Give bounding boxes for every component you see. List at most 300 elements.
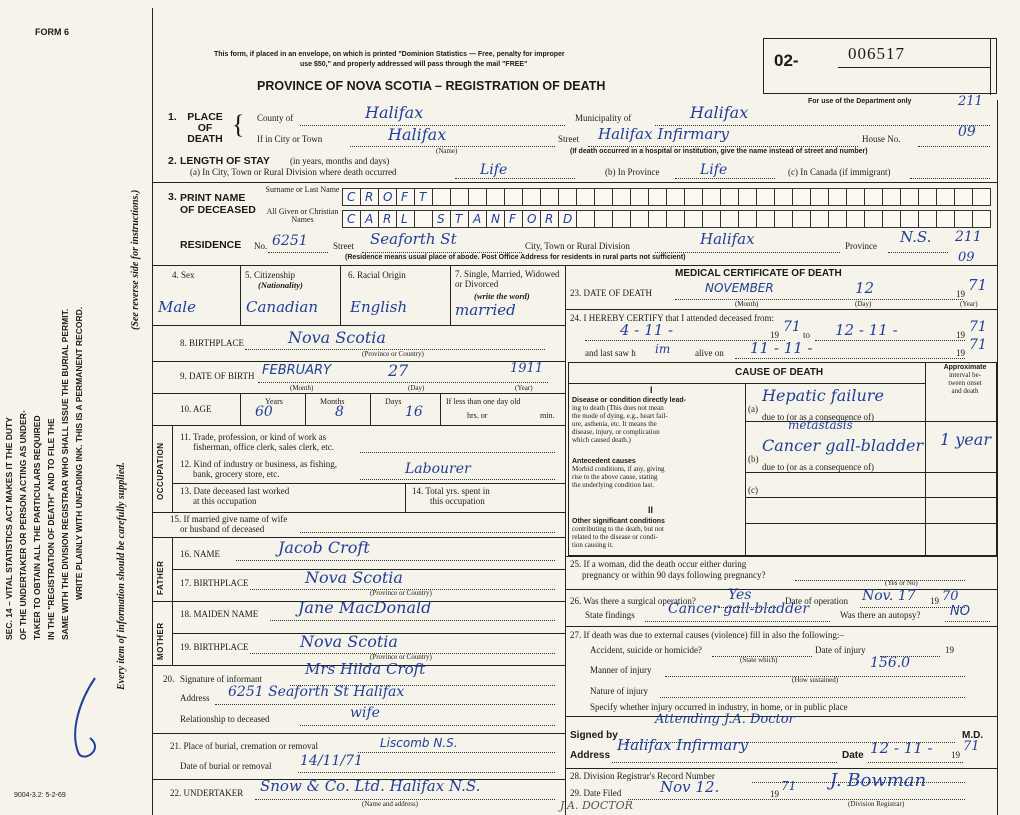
operation-value: Yes xyxy=(728,587,752,603)
informant-address: 6251 Seaforth St Halifax xyxy=(228,684,405,700)
name-letter-box xyxy=(684,188,703,206)
name-letter-box xyxy=(648,210,667,228)
name-letter-box xyxy=(900,188,919,206)
name-letter-box xyxy=(864,210,883,228)
months-value: 8 xyxy=(335,404,344,420)
interval-label-3: tween onset xyxy=(948,379,982,387)
name-letter-box xyxy=(468,210,487,228)
dob-year: 1911 xyxy=(510,361,544,376)
length-of-stay-sub: (in years, months and days) xyxy=(290,156,390,166)
findings-value: Cancer gall-bladder xyxy=(668,601,810,617)
last-seen-year: 71 xyxy=(969,337,987,353)
street-label: Street xyxy=(558,134,579,144)
father-name-label: 16. NAME xyxy=(180,549,220,559)
disease-label-1: Disease or condition directly lead- xyxy=(572,397,686,404)
injury-date-label: Date of injury xyxy=(815,645,866,655)
name-letter-box xyxy=(450,210,469,228)
operation-year: 70 xyxy=(942,589,959,604)
stay-a-value: Life xyxy=(480,162,508,178)
stay-b-label: (b) In Province xyxy=(605,167,660,177)
stay-a-label: (a) In City, Town or Rural Division where death occurred xyxy=(190,167,397,177)
burial-place: Liscomb N.S. xyxy=(380,736,458,750)
name-letter-box xyxy=(414,210,433,228)
side-text-7: Every item of information should be carefully supplied. xyxy=(116,462,127,690)
mail-notice: This form, if placed in an envelope, on which is printed "Dominion Statistics — Free, penalty for improper xyxy=(214,51,565,58)
certify-from-prefix: 19 xyxy=(770,330,779,340)
wife-label-1: 15. If married give name of wife xyxy=(170,514,288,524)
certify-to-prefix: 19 xyxy=(956,330,965,340)
house-value: 09 xyxy=(958,124,976,140)
name-letter-box xyxy=(828,210,847,228)
name-letter-box xyxy=(666,188,685,206)
sig-date-year: 71 xyxy=(963,739,980,754)
county-label: County of xyxy=(257,113,294,123)
city-label: If in City or Town xyxy=(257,134,323,144)
dob-label: 9. DATE OF BIRTH xyxy=(180,371,255,381)
name-letter-box xyxy=(774,188,793,206)
dod-year-prefix: 19 xyxy=(956,289,965,299)
dept-value: 211 xyxy=(958,94,983,109)
marital-sub: (write the word) xyxy=(474,291,530,301)
operation-label: 26. Was there a surgical operation? xyxy=(570,596,696,606)
father-birthplace: Nova Scotia xyxy=(305,568,403,587)
total-years-label-2: this occupation xyxy=(430,496,485,506)
dob-year-caption: (Year) xyxy=(515,384,533,392)
dept-label: For use of the Department only xyxy=(808,98,912,105)
birthplace-label: 8. BIRTHPLACE xyxy=(180,338,244,348)
signed-by-value: Attending J.A. Doctor xyxy=(655,712,795,727)
name-letter-box xyxy=(684,210,703,228)
dob-month: FEBRUARY xyxy=(262,363,332,378)
name-letter-box xyxy=(864,188,883,206)
dob-day: 27 xyxy=(388,361,409,380)
name-letter-box xyxy=(558,188,577,206)
father-name: Jacob Croft xyxy=(278,538,370,557)
dod-label: 23. DATE OF DEATH xyxy=(570,288,652,298)
sex-label: 4. Sex xyxy=(172,270,195,280)
name-letter: S xyxy=(437,212,445,226)
name-letter-box xyxy=(522,210,541,228)
accident-label: Accident, suicide or homicide? xyxy=(590,645,702,655)
registrar-caption: (Division Registrar) xyxy=(848,800,905,808)
sex-value: Male xyxy=(158,298,196,316)
father-side-label: FATHER xyxy=(156,560,165,595)
mother-birthplace-caption: (Province or Country) xyxy=(370,653,432,661)
footer-code: 9004-3.2: 5-2-69 xyxy=(14,792,66,799)
interval-label-4: and death xyxy=(951,387,979,395)
form-right-border xyxy=(997,100,998,815)
name-letter-box xyxy=(504,210,523,228)
informant-address-label: Address xyxy=(180,693,210,703)
dod-year: 71 xyxy=(968,276,988,294)
reg-prefix: 02- xyxy=(774,51,799,70)
relationship-value: wife xyxy=(350,705,380,721)
antecedent-label-4: the underlying condition last. xyxy=(572,481,655,489)
cause-b-label: (b) xyxy=(748,454,759,464)
cause-b-pre: metastasis xyxy=(788,418,853,432)
where-label: Specify whether injury occurred in industry, in home, or in public place xyxy=(590,702,848,712)
residence-code-2: 09 xyxy=(958,250,975,265)
cause-a: Hepatic failure xyxy=(762,386,884,405)
manner-value: 156.0 xyxy=(870,655,911,671)
name-letter-box xyxy=(972,210,991,228)
municipality-value: Halifax xyxy=(690,103,749,122)
name-letter-box xyxy=(540,188,559,206)
interval-label-2: interval be- xyxy=(948,371,982,379)
name-letter-box xyxy=(666,210,685,228)
name-letter-box xyxy=(756,188,775,206)
dod-month-caption: (Month) xyxy=(735,300,759,308)
dob-month-caption: (Month) xyxy=(290,384,314,392)
last-seen-prefix: 19 xyxy=(956,348,965,358)
other-label-2: contributing to the death, but not xyxy=(572,525,664,533)
side-text-2: OF THE UNDERTAKER OR PERSON ACTING AS UNDER- xyxy=(18,410,28,640)
father-birthplace-caption: (Province or Country) xyxy=(370,589,432,597)
name-letter-box xyxy=(900,210,919,228)
total-years-label-1: 14. Total yrs. spent in xyxy=(412,486,490,496)
roman-one: I xyxy=(650,385,653,395)
residence-note: (Residence means usual place of abode. Post Office Address for residents in rural parts not sufficient) xyxy=(345,254,686,261)
residence-code-1: 211 xyxy=(955,229,982,245)
citizenship-label: 5. Citizenship xyxy=(245,270,295,280)
last-worked-label-2: at this occupation xyxy=(193,496,257,506)
name-letter-box xyxy=(342,210,361,228)
house-label: House No. xyxy=(862,134,901,144)
sig-address-label: Address xyxy=(570,750,611,761)
name-letter-box xyxy=(414,188,433,206)
marital-label: 7. Single, Married, Widowed or Divorced xyxy=(455,269,560,289)
racial-value: English xyxy=(350,298,408,316)
side-text-3: TAKER TO OBTAIN ALL THE PARTICULARS REQUIRED xyxy=(32,415,42,640)
q25-label-2: pregnancy or within 90 days following pregnancy? xyxy=(582,570,766,580)
last-seen-date: 11 - 11 - xyxy=(750,339,813,357)
signed-by-label: Signed by xyxy=(570,730,618,741)
name-letter-box xyxy=(378,188,397,206)
cause-title: CAUSE OF DEATH xyxy=(735,367,824,378)
sig-address: Halifax Infirmary xyxy=(617,736,748,754)
column-divider xyxy=(565,265,566,815)
citizenship-sub: (Nationality) xyxy=(258,280,303,290)
county-value: Halifax xyxy=(365,103,424,122)
sig-date-prefix: 19 xyxy=(951,750,960,760)
disease-label-2: ing to death (This does not mean xyxy=(572,404,664,412)
industry-value: Labourer xyxy=(405,461,471,477)
operation-year-prefix: 19 xyxy=(930,596,939,606)
city-value: Halifax xyxy=(388,125,447,144)
cause-b: Cancer gall-bladder xyxy=(762,436,924,455)
certify-from-year: 71 xyxy=(783,319,801,335)
antecedent-label-1: Antecedent causes xyxy=(572,458,636,465)
name-letter-box xyxy=(756,210,775,228)
signature-scrawl xyxy=(50,670,120,770)
q3-num: 3. xyxy=(168,191,177,203)
given-label: All Given or Christian Names xyxy=(266,207,339,225)
record-number-label: 28. Division Registrar's Record Number xyxy=(570,771,715,781)
hospital-note: (If death occurred in a hospital or institution, give the name instead of street and number) xyxy=(570,148,868,155)
trade-label-2: fisherman, office clerk, sales clerk, etc. xyxy=(193,442,335,452)
place-of-death-label: PLACE OF DEATH xyxy=(187,111,223,145)
name-letter-box xyxy=(828,188,847,206)
name-letter-box xyxy=(810,210,829,228)
md-label: M.D. xyxy=(962,730,984,741)
municipality-label: Municipality of xyxy=(575,113,632,123)
wife-label-2: or husband of deceased xyxy=(180,524,265,534)
name-letter: O xyxy=(383,190,393,204)
name-letter: C xyxy=(347,212,356,226)
side-text-6: WRITE PLAINLY WITH UNFADING INK. THIS IS A PERMANENT RECORD. xyxy=(74,306,84,600)
cause-b-interval: 1 year xyxy=(940,430,991,449)
disease-label-6: which caused death.) xyxy=(572,436,631,444)
last-worked-label-1: 13. Date deceased last worked xyxy=(180,486,290,496)
name-label: PRINT NAME OF DECEASED xyxy=(180,192,256,216)
name-letter-box xyxy=(522,188,541,206)
birthplace-caption: (Province or Country) xyxy=(362,350,424,358)
q27-label: 27. If death was due to external causes (violence) fill in also the following:– xyxy=(570,630,844,640)
years-label: Years xyxy=(265,397,283,406)
name-letter-box xyxy=(954,188,973,206)
trade-label-1: 11. Trade, profession, or kind of work as xyxy=(180,432,327,442)
sig-date: 12 - 11 - xyxy=(870,739,933,757)
medical-title: MEDICAL CERTIFICATE OF DEATH xyxy=(675,268,842,279)
last-seen-him: im xyxy=(655,342,671,356)
name-letter-box xyxy=(774,210,793,228)
informant-sig-label: Signature of informant xyxy=(180,674,262,684)
name-letter: R xyxy=(545,212,554,226)
days-label: Days xyxy=(385,397,402,406)
dod-year-caption: (Year) xyxy=(960,300,978,308)
name-letter: C xyxy=(347,190,356,204)
name-letter-box xyxy=(972,188,991,206)
dod-day: 12 xyxy=(855,279,875,297)
name-letter-box xyxy=(936,188,955,206)
name-letter-box xyxy=(360,188,379,206)
industry-label-1: 12. Kind of industry or business, as fishing, xyxy=(180,459,337,469)
mother-birthplace: Nova Scotia xyxy=(300,632,398,651)
certify-from: 4 - 11 - xyxy=(620,321,674,339)
relationship-label: Relationship to deceased xyxy=(180,714,270,724)
name-letter: T xyxy=(455,212,463,226)
name-letter-box xyxy=(882,210,901,228)
name-letter-box xyxy=(792,210,811,228)
reg-number: 006517 xyxy=(848,44,905,63)
undertaker-caption: (Name and address) xyxy=(362,800,418,808)
name-letter-box xyxy=(486,210,505,228)
name-letter-box xyxy=(792,188,811,206)
name-letter-box xyxy=(882,188,901,206)
form-label: FORM 6 xyxy=(35,27,70,37)
length-of-stay-label: LENGTH OF STAY xyxy=(180,155,270,167)
birthplace-value: Nova Scotia xyxy=(288,328,386,347)
side-text-4: IN THE "REGISTRATION OF DEATH" AND TO FILE THE xyxy=(46,418,56,640)
dod-month: NOVEMBER xyxy=(705,281,774,295)
name-letter-box xyxy=(846,188,865,206)
age-label: 10. AGE xyxy=(180,404,212,414)
undertaker-label: 22. UNDERTAKER xyxy=(170,788,244,798)
stay-c-label: (c) In Canada (if immigrant) xyxy=(788,167,891,177)
name-letter-box xyxy=(630,210,649,228)
name-letter-box xyxy=(702,188,721,206)
name-letter: R xyxy=(383,212,392,226)
certify-to-year: 71 xyxy=(969,319,987,335)
name-letter-box xyxy=(594,188,613,206)
name-letter-box xyxy=(486,188,505,206)
certify-label: 24. I HEREBY CERTIFY that I attended deceased from: xyxy=(570,313,774,323)
name-letter-box xyxy=(702,210,721,228)
operation-date: Nov. 17 xyxy=(862,588,916,604)
interval-label-1: Approximate xyxy=(943,364,987,371)
sig-date-label: Date xyxy=(842,750,864,761)
industry-label-2: bank, grocery store, etc. xyxy=(193,469,280,479)
name-letter-box xyxy=(720,188,739,206)
name-letter-box xyxy=(846,210,865,228)
other-label-1: Other significant conditions xyxy=(572,518,665,525)
residence-no: 6251 xyxy=(272,233,308,249)
nature-label: Nature of injury xyxy=(590,686,648,696)
burial-place-label: 21. Place of burial, cremation or removal xyxy=(170,741,318,751)
manner-label: Manner of injury xyxy=(590,665,652,675)
dod-day-caption: (Day) xyxy=(855,300,872,308)
disease-label-3: the mode of dying, e.g., heart fail- xyxy=(572,412,668,420)
other-label-4: tion causing it. xyxy=(572,541,614,549)
side-text-5: SAME WITH THE DIVISION REGISTRAR WHO SHALL ISSUE THE BURIAL PERMIT. xyxy=(60,308,70,640)
name-letter-box xyxy=(576,188,595,206)
name-letter-box xyxy=(918,210,937,228)
hrs-label: hrs. or xyxy=(467,411,488,420)
q25-caption: (Yes or No) xyxy=(885,579,918,587)
autopsy-value: NO xyxy=(950,604,970,619)
street-value: Halifax Infirmary xyxy=(598,125,729,143)
name-letter-box xyxy=(720,210,739,228)
undertaker-value: Snow & Co. Ltd. Halifax N.S. xyxy=(260,777,481,795)
date-filed: Nov 12. xyxy=(660,778,720,796)
less-than-day-label: If less than one day old xyxy=(446,397,521,406)
q2-num: 2. xyxy=(168,155,177,167)
doctor-stamp: J.A. DOCTOR xyxy=(560,799,633,812)
name-letter-box xyxy=(612,210,631,228)
date-filed-prefix: 19 xyxy=(770,789,779,799)
name-caption: (Name) xyxy=(436,147,458,155)
operation-date-label: Date of operation xyxy=(785,596,848,606)
stay-b-value: Life xyxy=(700,162,728,178)
name-letter-box xyxy=(450,188,469,206)
residence-no-label: No. xyxy=(254,241,268,251)
name-letter: D xyxy=(563,212,573,226)
roman-two: II xyxy=(648,505,654,515)
antecedent-label-3: rise to the above cause, stating xyxy=(572,473,658,481)
residence-street: Seaforth St xyxy=(370,230,457,248)
name-letter-box xyxy=(612,188,631,206)
disease-label-5: disease, injury, or complication xyxy=(572,428,660,436)
marital-value: married xyxy=(455,301,516,319)
residence-city: Halifax xyxy=(700,230,755,248)
mail-notice-2: use $50," and properly addressed will pass through the mail "FREE" xyxy=(300,61,528,68)
name-letter-box xyxy=(504,188,523,206)
mother-maiden-label: 18. MAIDEN NAME xyxy=(180,609,259,619)
name-letter-box xyxy=(576,210,595,228)
antecedent-label-2: Morbid conditions, if any, giving xyxy=(572,465,665,473)
name-letter-box xyxy=(432,188,451,206)
racial-label: 6. Racial Origin xyxy=(348,270,406,280)
residence-label: RESIDENCE xyxy=(180,239,242,251)
name-letter: R xyxy=(365,190,374,204)
name-letter-box xyxy=(360,210,379,228)
min-label: min. xyxy=(540,411,555,420)
name-letter: F xyxy=(401,190,408,204)
name-letter-box xyxy=(594,210,613,228)
q25-label-1: 25. If a woman, did the death occur either during xyxy=(570,559,747,569)
name-letter: A xyxy=(365,212,374,226)
registration-number-box xyxy=(763,38,997,94)
citizenship-value: Canadian xyxy=(246,298,319,316)
cause-c-label: (c) xyxy=(748,485,758,495)
name-letter-box xyxy=(558,210,577,228)
registrar-sign: J. Bowman xyxy=(830,770,927,791)
days-value: 16 xyxy=(405,404,423,420)
other-label-3: related to the disease or condi- xyxy=(572,533,658,541)
father-birthplace-label: 17. BIRTHPLACE xyxy=(180,578,249,588)
name-letter-box xyxy=(378,210,397,228)
name-letter-box xyxy=(810,188,829,206)
name-letter-box xyxy=(342,188,361,206)
name-letter-box xyxy=(630,188,649,206)
state-which-caption: (State which) xyxy=(740,656,778,664)
date-filed-year: 71 xyxy=(781,779,797,793)
residence-city-label: City, Town or Rural Division xyxy=(525,241,630,251)
residence-street-label: Street xyxy=(333,241,354,251)
surname-label: Surname or Last Name xyxy=(265,185,340,194)
name-letter-box xyxy=(432,210,451,228)
sustained-caption: (How sustained) xyxy=(792,676,839,684)
mother-maiden: Jane MacDonald xyxy=(298,598,432,617)
name-letter-box xyxy=(936,210,955,228)
form-title: PROVINCE OF NOVA SCOTIA – REGISTRATION OF DEATH xyxy=(257,79,606,93)
name-letter-box xyxy=(918,188,937,206)
burial-date: 14/11/71 xyxy=(300,753,363,769)
cause-a-label: (a) xyxy=(748,404,758,414)
side-text-1: SEC. 14 – VITAL STATISTICS ACT MAKES IT THE DUTY xyxy=(4,417,14,640)
name-letter-box xyxy=(396,188,415,206)
name-letter-box xyxy=(648,188,667,206)
certify-to: 12 - 11 - xyxy=(835,321,898,339)
name-letter: T xyxy=(419,190,427,204)
certify-to-label: to xyxy=(803,330,811,340)
mother-side-label: MOTHER xyxy=(156,622,165,660)
disease-label-4: ure, asthenia, etc. It means the xyxy=(572,420,657,428)
date-filed-label: 29. Date Filed xyxy=(570,788,622,798)
dob-day-caption: (Day) xyxy=(408,384,425,392)
form-left-border xyxy=(152,8,153,815)
alive-on-label: alive on xyxy=(695,348,724,358)
name-letter-box xyxy=(738,210,757,228)
name-letter-box xyxy=(954,210,973,228)
informant-sig: Mrs Hilda Croft xyxy=(305,660,426,678)
name-letter: F xyxy=(509,212,516,226)
due-to-2: due to (or as a consequence of) xyxy=(762,462,874,472)
occupation-side-label: OCCUPATION xyxy=(156,442,165,500)
name-letter: N xyxy=(491,212,500,226)
side-text-8: (See reverse side for instructions.) xyxy=(130,189,141,330)
name-letter-box xyxy=(468,188,487,206)
name-letter-box xyxy=(396,210,415,228)
burial-date-label: Date of burial or removal xyxy=(180,761,272,771)
informant-num: 20. xyxy=(163,674,175,684)
q1-num: 1. xyxy=(168,111,177,123)
injury-year-prefix: 19 xyxy=(945,645,954,655)
autopsy-label: Was there an autopsy? xyxy=(840,610,921,620)
name-letter: L xyxy=(401,212,408,226)
findings-label: State findings xyxy=(585,610,635,620)
last-seen-label: and last saw h xyxy=(585,348,636,358)
